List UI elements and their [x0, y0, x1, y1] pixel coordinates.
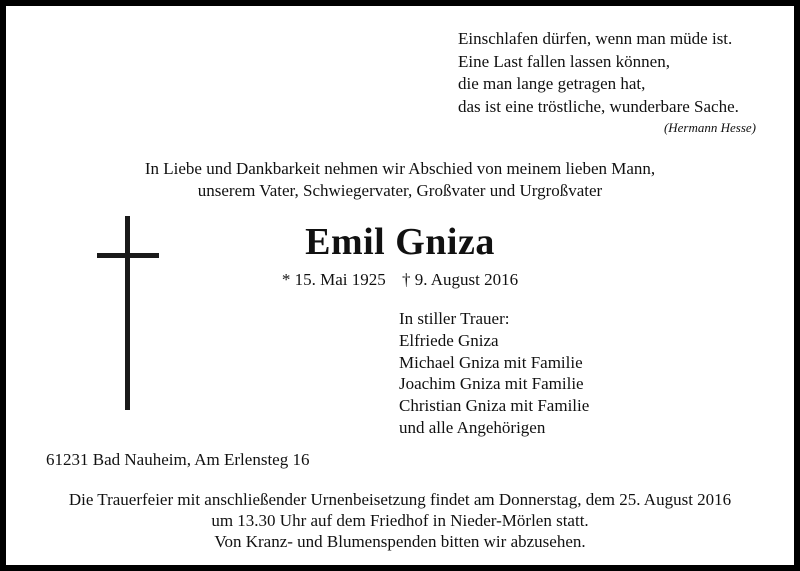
- funeral-line: Die Trauerfeier mit anschließender Urnenbeisetzung findet am Donnerstag, dem 25. August 2016: [68, 490, 732, 509]
- poem-line: Eine Last fallen lassen können,: [458, 51, 670, 71]
- poem-author: (Hermann Hesse): [663, 120, 756, 135]
- mourner-name: Michael Gniza mit Familie: [399, 352, 583, 372]
- intro-text: [0, 158, 800, 202]
- mourners-heading: In stiller Trauer:: [399, 309, 510, 328]
- mourner-name: Elfriede Gniza: [399, 330, 499, 350]
- funeral-line: um 13.30 Uhr auf dem Friedhof in Nieder-Mörlen statt.: [211, 511, 589, 530]
- deceased-name: Emil Gniza: [305, 221, 495, 263]
- mourner-name: und alle Angehörigen: [399, 417, 546, 437]
- family-address: 61231 Bad Nauheim, Am Erlensteg 16: [46, 450, 310, 469]
- funeral-line: Von Kranz- und Blumenspenden bitten wir abzusehen.: [214, 532, 586, 551]
- death-date: † 9. August 2016: [401, 270, 519, 289]
- intro-line: unserem Vater, Schwiegervater, Großvater und Urgroßvater: [197, 181, 603, 200]
- life-dates: [0, 270, 800, 290]
- funeral-notice: [0, 489, 800, 552]
- birth-date: * 15. Mai 1925: [281, 270, 386, 289]
- poem-line: Einschlafen dürfen, wenn man müde ist.: [458, 29, 733, 48]
- poem-line: das ist eine tröstliche, wunderbare Sache.: [458, 96, 739, 116]
- intro-line: In Liebe und Dankbarkeit nehmen wir Abschied von meinem lieben Mann,: [144, 159, 656, 178]
- poem: [458, 28, 739, 118]
- poem-line: die man lange getragen hat,: [458, 74, 646, 93]
- mourner-name: Joachim Gniza mit Familie: [399, 374, 584, 394]
- mourners-list: [399, 308, 589, 439]
- mourner-name: Christian Gniza mit Familie: [399, 396, 590, 416]
